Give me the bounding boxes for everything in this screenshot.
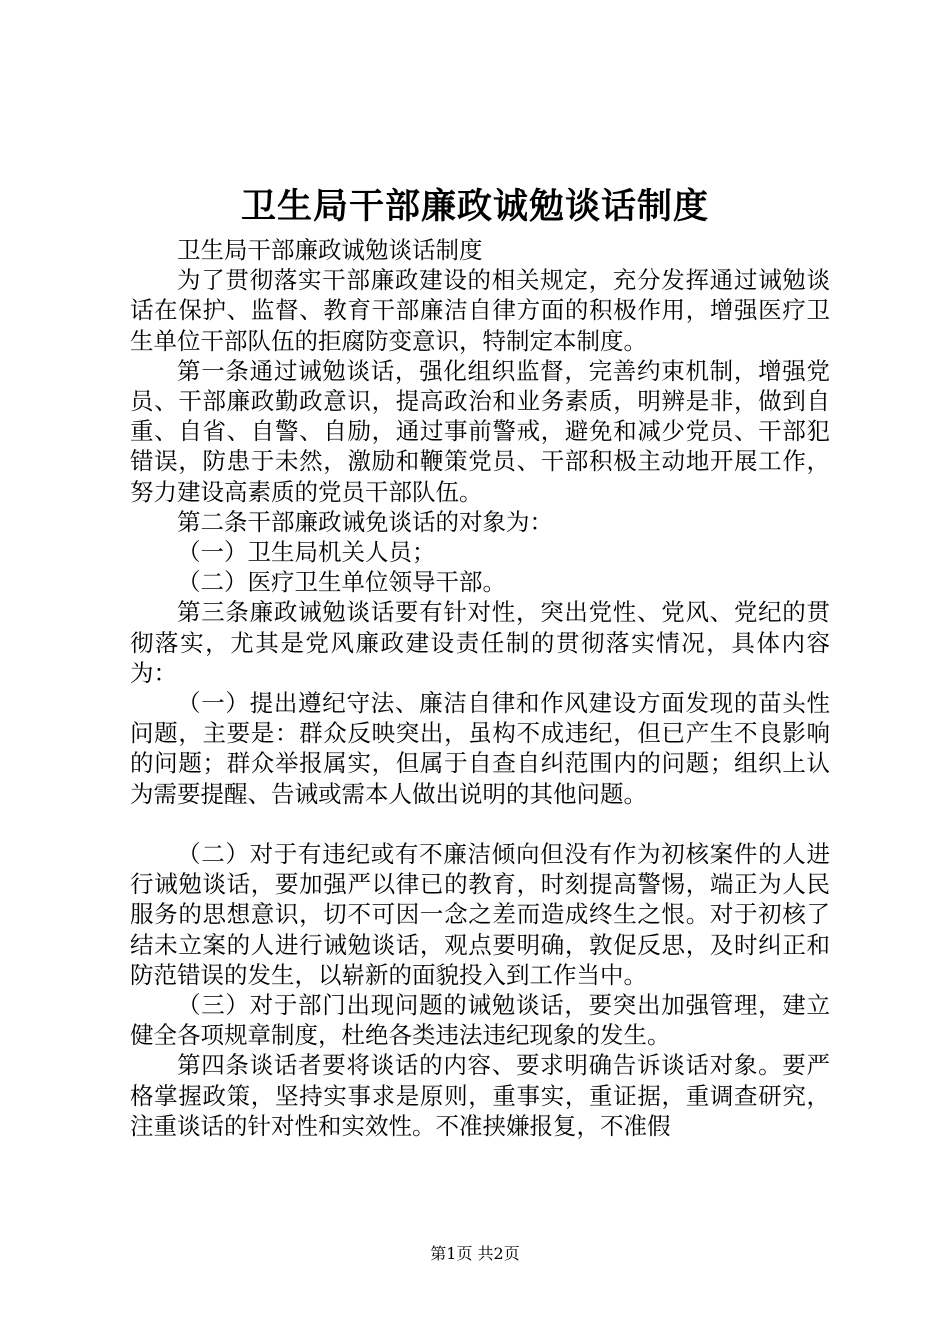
document-title: 卫生局干部廉政诚勉谈话制度 [240, 186, 709, 227]
paragraph-article-3: 第三条廉政诫勉谈话要有针对性，突出党性、党风、党纪的贯彻落实，尤其是党风廉政建设责任制的贯彻落实情况，具体内容为： [130, 598, 830, 687]
paragraph-subtitle: 卫生局干部廉政诚勉谈话制度 [177, 236, 483, 264]
paragraph-article-1: 第一条通过诫勉谈话，强化组织监督，完善约束机制，增强党员、干部廉政勤政意识，提高政治和业务素质，明辨是非，做到自重、自省、自警、自励，通过事前警戒，避免和减少党员、干部犯错误，防患于未然，激励和鞭策党员、干部积极主动地开展工作，努力建设高素质的党员干部队伍。 [130, 356, 830, 506]
paragraph-intro: 为了贯彻落实干部廉政建设的相关规定，充分发挥通过诫勉谈话在保护、监督、教育干部廉洁自律方面的积极作用，增强医疗卫生单位干部队伍的拒腐防变意识，特制定本制度。 [130, 266, 830, 355]
paragraph-article-2: 第二条干部廉政诫免谈话的对象为： [177, 507, 553, 536]
page-number-footer: 第1页 共2页 [430, 1244, 520, 1263]
document-body [130, 235, 830, 1141]
paragraph-article-3-item-2: （二）对于有违纪或有不廉洁倾向但没有作为初核案件的人进行诫勉谈话，要加强严以律已的教育，时刻提高警惕，端正为人民服务的思想意识，切不可因一念之差而造成终生之恨。对于初核了结未立案的人进行诫勉谈话，观点要明确，敦促反思，及时纠正和防范错误的发生，以崭新的面貌投入到工作当中。 [130, 840, 830, 989]
paragraph-article-4: 第四条谈话者要将谈话的内容、要求明确告诉谈话对象。要严格掌握政策，坚持实事求是原则，重事实，重证据，重调查研究，注重谈话的针对性和实效性。不准挟嫌报复，不准假 [130, 1051, 830, 1140]
paragraph-article-2-item-2: （二）医疗卫生单位领导干部。 [177, 568, 506, 597]
paragraph-article-3-item-1: （一）提出遵纪守法、廉洁自律和作风建设方面发现的苗头性问题，主要是：群众反映突出，虽构不成违纪，但已产生不良影响的问题；群众举报属实，但属于自查自纠范围内的问题；组织上认为需要提醒、告诫或需本人做出说明的其他问题。 [130, 689, 830, 808]
paragraph-article-2-item-1: （一）卫生局机关人员； [177, 538, 436, 567]
paragraph-article-3-item-3: （三）对于部门出现问题的诫勉谈话，要突出加强管理，建立健全各项规章制度，杜绝各类违法违纪现象的发生。 [130, 991, 830, 1050]
